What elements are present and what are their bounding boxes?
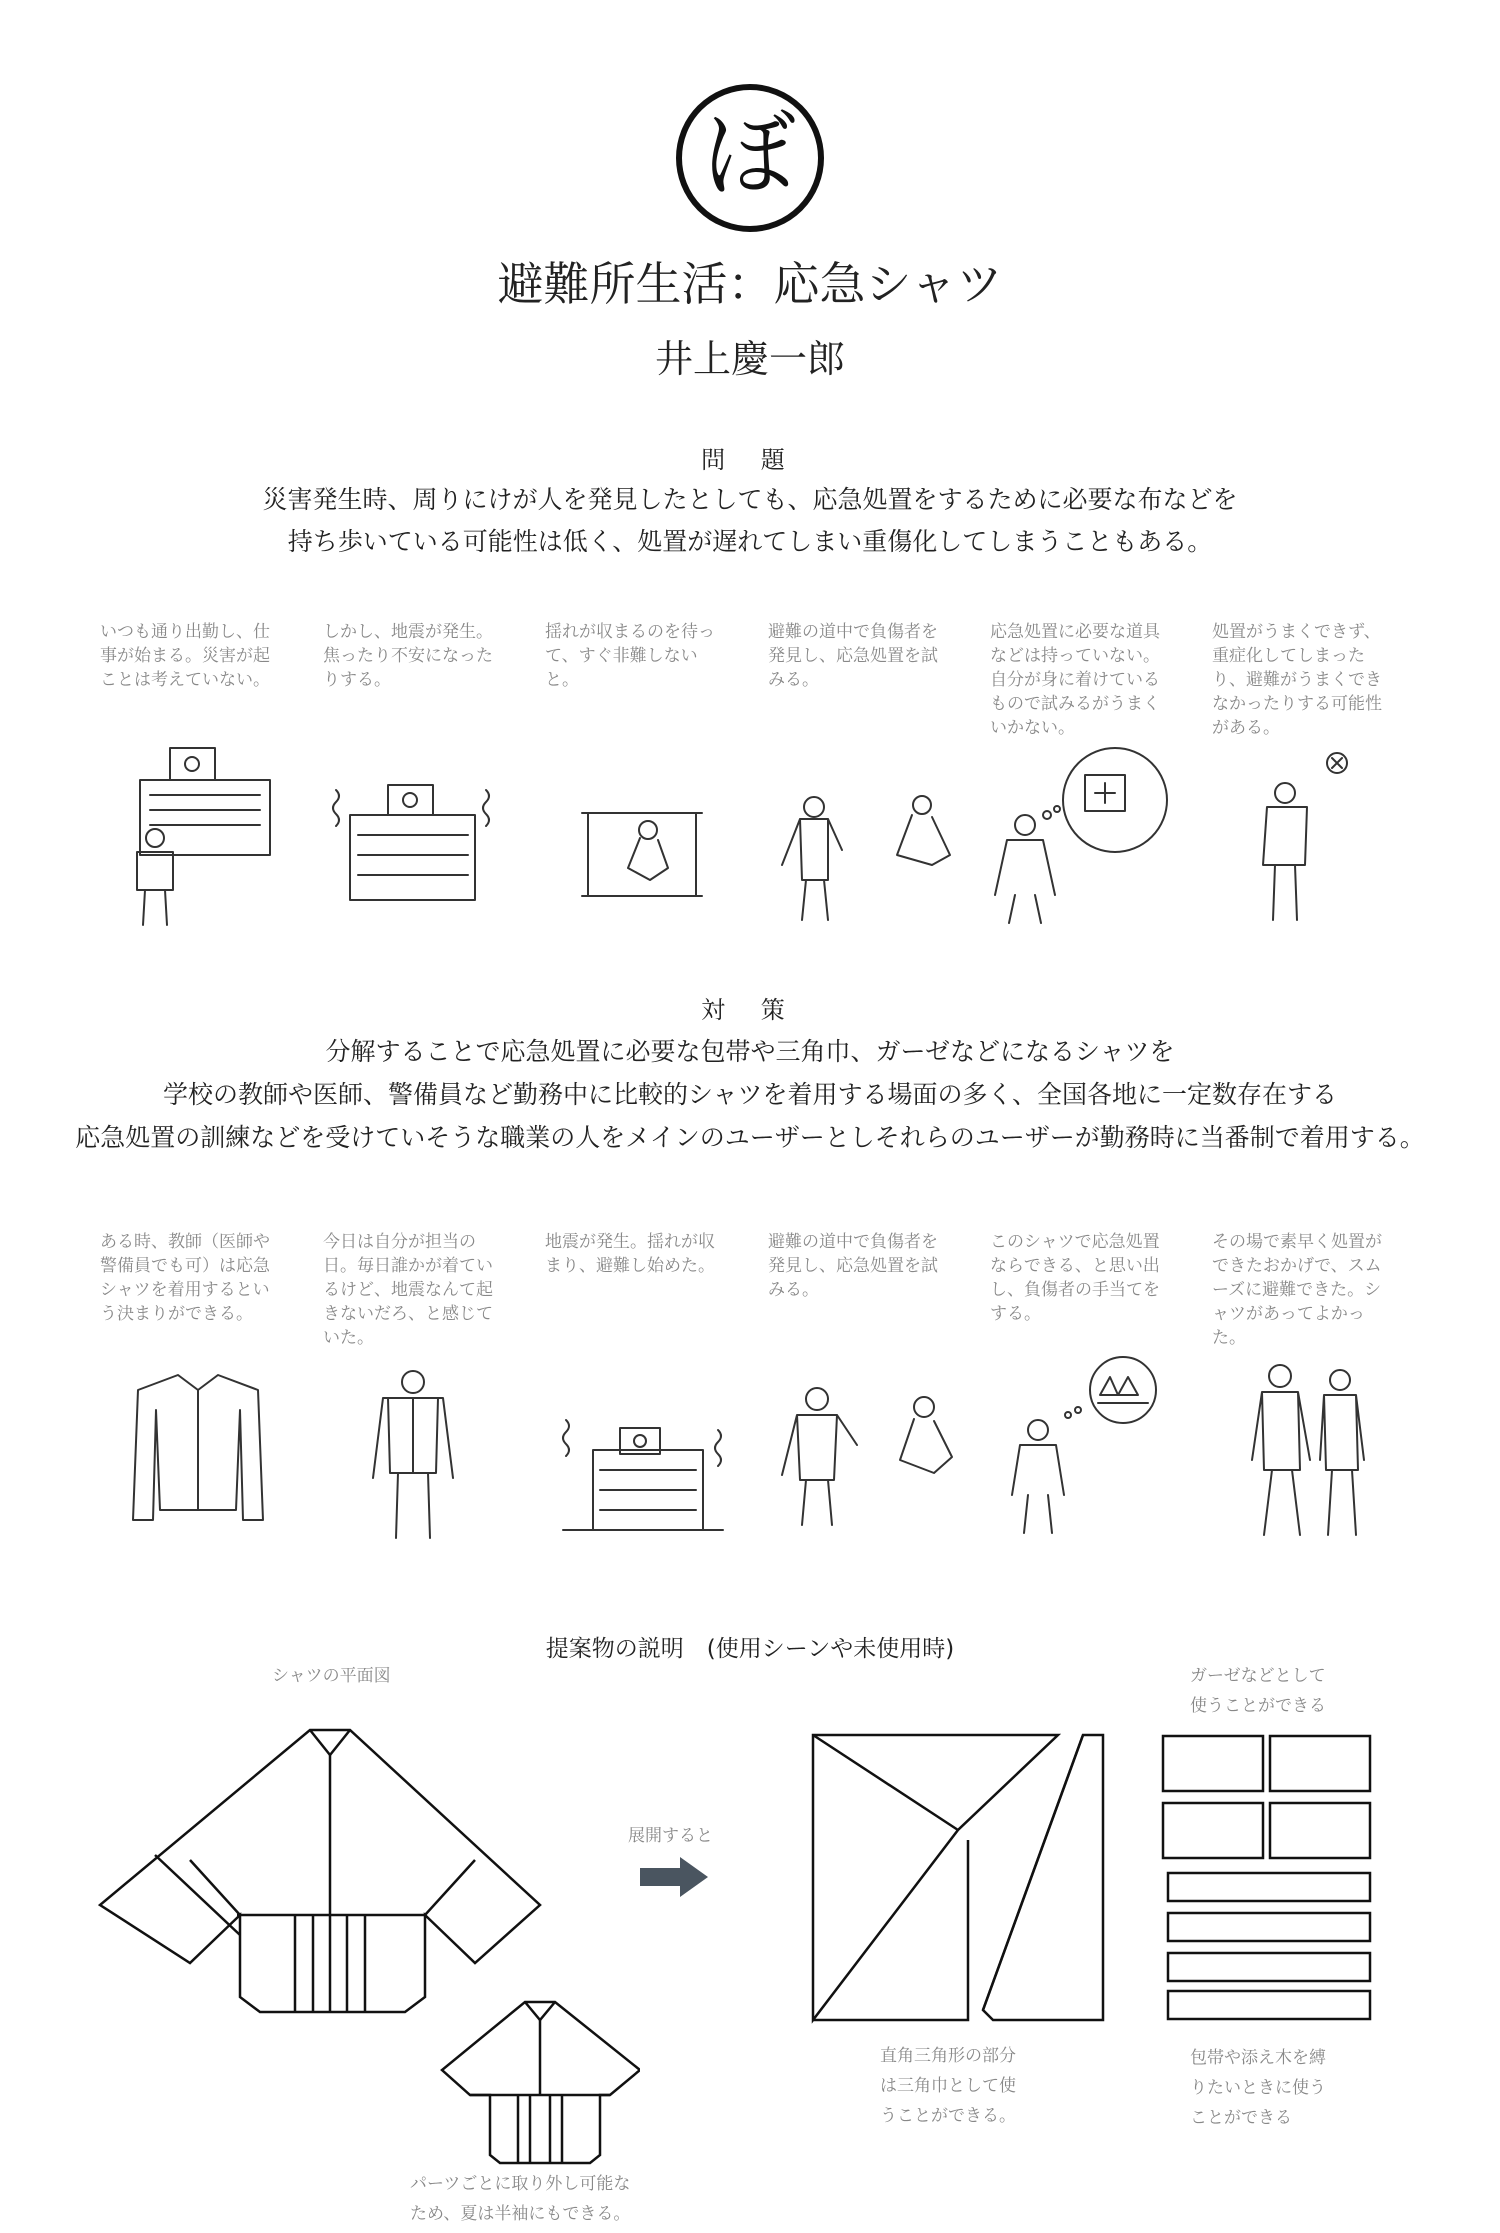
person-wearing-shirt-sketch-icon (358, 1368, 468, 1543)
sleeveless-shirt-diagram (440, 2000, 640, 2165)
shirt-flat-plan-diagram (95, 1725, 570, 2025)
bandage-note-line-2: りたいときに使う (1190, 2078, 1326, 2098)
problem-caption-3: 揺れが収まるのを待って、すぐ非難しないと。 (545, 622, 715, 690)
shaking-building-sketch-icon (558, 1410, 728, 1535)
triangle-note-line-3: うことができる。 (880, 2106, 1016, 2126)
page-title: 避難所生活：応急シャツ (497, 257, 1003, 311)
solution-line-1: 分解することで応急処置に必要な包帯や三角巾、ガーゼなどになるシャツを (325, 1037, 1175, 1066)
logo-badge (676, 84, 824, 232)
gauze-bandage-strips-diagram (1160, 1733, 1375, 2023)
solution-line-3: 応急処置の訓練などを受けていそうな職業の人をメインのユーザーとしそれらのユーザーが勤務時に当番制で着用する。 (75, 1123, 1425, 1152)
problem-caption-2: しかし、地震が発生。焦ったり不安になったりする。 (323, 622, 493, 690)
problem-line-2: 持ち歩いている可能性は低く、処置が遅れてしまい重傷化してしまうこともある。 (287, 527, 1213, 556)
solution-caption-1: ある時、教師（医師や警備員でも可）は応急シャツを着用するという決まりができる。 (100, 1232, 270, 1324)
logo-glyph: ぼ (703, 101, 796, 208)
person-carrying-injured-sketch-icon (1255, 745, 1375, 925)
desk-shelter-sketch-icon (580, 808, 705, 898)
solution-caption-2: 今日は自分が担当の日。毎日誰かが着ているけど、地震なんて起きないだろ、と感じていた。 (323, 1232, 493, 1348)
sleeveless-note-line-1: パーツごとに取り外し可能な (410, 2174, 631, 2194)
shake-line-left (333, 790, 339, 826)
triangle-bandage-diagram (808, 1730, 1108, 2030)
triangle-note-line-1: 直角三角形の部分 (880, 2046, 1016, 2066)
expand-label: 展開すると (628, 1826, 713, 1846)
solution-line-2: 学校の教師や医師、警備員など勤務中に比較的シャツを着用する場面の多く、全国各地に一定数存在する (162, 1080, 1337, 1109)
problem-line-1: 災害発生時、周りにけが人を発見したとしても、応急処置をするために必要な布などを (262, 485, 1238, 514)
solution-heading: 対 策 (701, 996, 799, 1024)
solution-caption-3: 地震が発生。揺れが収まり、避難し始めた。 (545, 1232, 715, 1276)
solution-caption-4: 避難の道中で負傷者を発見し、応急処置を試みる。 (768, 1232, 938, 1300)
arrow-right-icon (640, 1855, 710, 1899)
shirt-sketch-icon (128, 1370, 268, 1535)
solution-caption-6: その場で素早く処置ができたおかげで、スムーズに避難できた。シャツがあってよかった。 (1212, 1232, 1382, 1348)
problem-heading: 問 題 (701, 446, 799, 474)
two-people-walking-sketch-icon (1240, 1360, 1380, 1540)
bandage-note-line-1: 包帯や添え木を縛 (1190, 2048, 1326, 2068)
problem-caption-5: 応急処置に必要な道具などは持っていない。自分が身に着けているもので試みるがうまくいかない。 (990, 622, 1160, 738)
person-finding-injured-sketch-2-icon (772, 1385, 962, 1530)
office-building-person-sketch-icon (125, 740, 275, 930)
author-name: 井上慶一郎 (654, 337, 845, 381)
shirt-plan-label: シャツの平面図 (272, 1666, 391, 1686)
person-thinking-first-aid-kit-sketch-icon (985, 745, 1185, 925)
sleeveless-note-line-2: ため、夏は半袖にもできる。 (410, 2204, 631, 2224)
person-thinking-bandages-sketch-icon (998, 1355, 1178, 1535)
person-finding-injured-sketch-icon (772, 795, 962, 925)
solution-caption-5: このシャツで応急処置ならできる、と思い出し、負傷者の手当てをする。 (990, 1232, 1160, 1324)
triangle-note-line-2: は三角巾として使 (880, 2076, 1016, 2096)
proposal-heading: 提案物の説明 (使用シーンや未使用時) (545, 1636, 955, 1662)
gauze-note-line-1: ガーゼなどとして (1190, 1666, 1326, 1686)
bandage-note-line-3: ことができる (1190, 2108, 1292, 2128)
problem-caption-4: 避難の道中で負傷者を発見し、応急処置を試みる。 (768, 622, 938, 690)
problem-caption-6: 処置がうまくできず、重症化してしまったり、避難がうまくできなかったりする可能性がある。 (1212, 622, 1382, 738)
gauze-note-line-2: 使うことができる (1190, 1696, 1326, 1716)
problem-caption-1: いつも通り出勤し、仕事が始まる。災害が起ことは考えていない。 (100, 622, 270, 690)
